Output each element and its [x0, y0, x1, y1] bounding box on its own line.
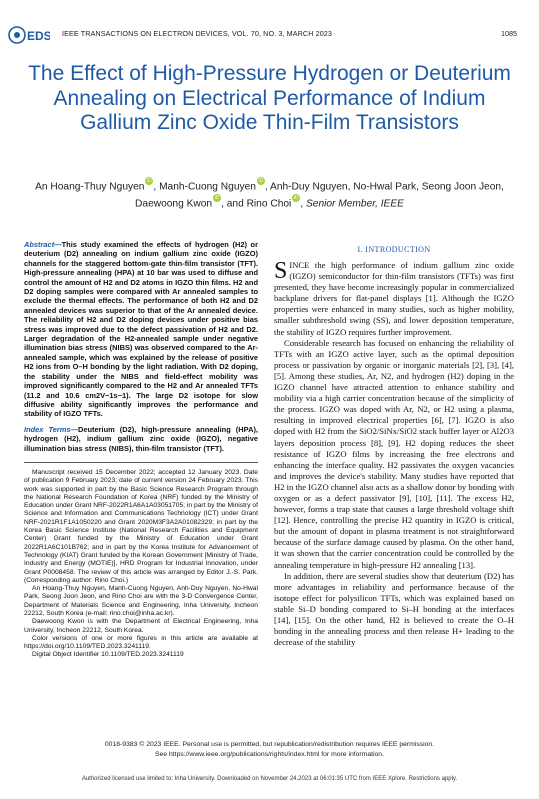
intro-paragraph-1: SINCE the high performance of indium gallium zinc oxide (IGZO) semiconductor for thin-film transistors (TFTs) was first presented, they have become increasingly popular in commercialized backplane drivers for flat-panel displays [1]. Although the IGZO properties were enhanced in many studies, such as higher mobility, smaller subthreshold swing (SS), and lower deposition temperature, the stability of IGZO requires further improvement. — [274, 258, 514, 337]
eds-logo-icon — [8, 25, 50, 45]
index-terms-text: Deuterium (D2), high-pressure annealing (HPA), hydrogen (H2), indium gallium zinc oxide (IGZO), negative illumination bias stress (NIBS), thin-film transistor (TFT). — [24, 424, 258, 453]
orcid-icon[interactable] — [145, 177, 153, 185]
section-heading-introduction: I. INTRODUCTION — [357, 245, 431, 254]
copyright-notice — [30, 740, 509, 760]
paper-title: The Effect of High-Pressure Hydrogen or Deuterium Annealing on Electrical Performance of Indium Gallium Zinc Oxide Thin-Film Transistors — [28, 62, 511, 134]
right-column — [274, 245, 514, 648]
abstract-lead: Abstract — [24, 240, 55, 249]
orcid-icon[interactable] — [292, 194, 300, 202]
eds-logo — [8, 25, 50, 45]
footnotes — [24, 469, 258, 660]
introduction-body — [274, 260, 514, 648]
copyright-line-1: 0018-9383 © 2023 IEEE. Personal use is permitted, but republication/redistribution requires IEEE permission. — [104, 741, 435, 748]
index-terms: Index Terms—Deuterium (D2), high-pressure annealing (HPA), hydrogen (H2), indium gallium zinc oxide (IGZO), negative illumination bias stress (NIBS), thin-film transistor (TFT). — [24, 424, 258, 453]
abstract-text: This study examined the effects of hydrogen (H2) or deuterium (D2) annealing on indium gallium zinc oxide (IGZO) channels for the staggered bottom-gate thin-film transistor (TFT). High-pressure annealing (HPA) at 10 bar was used to diffuse and control the amount of H2 and D2 atoms in IGZO thin films. H2 and D2 doping samples were compared with Ar annealed samples to exclude the thermal effects. The performance of both H2 and D2 annealed devices was superior to that of the Ar annealed device. The reliability of H2 and D2 doping devices under positive bias stress was improved due to the defect passivation of H2 and D2. Larger degradation of the H2-annealed sample under negative illumination bias stress (NIBS) was observed compared to the Ar-annealed sample, which was explained by the release of positive H2 ions from O–H bonding by the light radiation. With D2 doping, the stability under the NIBS and field-effect mobility was improved significantly compared to the H2 and Ar annealed TFTs (11.2 and 10.6 cm2V−1s−1). The large D2 isotope for slow diffusive ability significantly improves the performance and stability of IGZO TFTs. — [24, 240, 258, 419]
journal-header: IEEE TRANSACTIONS ON ELECTRON DEVICES, VOL. 70, NO. 3, MARCH 2023 — [62, 29, 332, 38]
logo-text: EDS — [27, 29, 50, 43]
copyright-line-2[interactable]: See https://www.ieee.org/publications/rights/index.html for more information. — [155, 751, 384, 758]
left-column — [24, 240, 258, 660]
abstract: Abstract—This study examined the effects of hydrogen (H2) or deuterium (D2) annealing on indium gallium zinc oxide (IGZO) channels for the staggered bottom-gate thin-film transistor (TFT). High-pressure annealing (HPA) at 10 bar was used to diffuse and control the amount of H2 and D2 atoms in IGZO thin films. H2 and D2 doping samples were compared with Ar annealed samples to exclude the thermal effects. The performance of both H2 and D2 annealed devices was superior to that of the Ar annealed device. The reliability of H2 and D2 doping devices under positive bias stress was improved due to the defect passivation of H2 and D2. Larger degradation of the H2-annealed sample under negative illumination bias stress (NIBS) was observed compared to the Ar-annealed sample, which was explained by the release of positive H2 ions from O–H bonding by the light radiation. With D2 doping, the stability under the NIBS and field-effect mobility was improved significantly compared to the H2 and Ar annealed TFTs (11.2 and 10.6 cm2V−1s−1). The large D2 isotope for slow diffusive ability significantly improves the performance and stability of IGZO TFTs. — [24, 240, 258, 419]
footnote-divider — [24, 462, 258, 463]
author-line-1: An Hoang-Thuy NguyeniD , Manh-Cuong NguyeniD , Anh-Duy Nguyen, No-Hwal Park, Seong Joon Jeon, — [30, 177, 509, 194]
authorized-use-notice: Authorized licensed use limited to: Inha University. Downloaded on November 24,2023 at 06:01:35 UTC from IEEE Xplore. Restrictions apply. — [81, 776, 458, 782]
footnote-affiliation-kwon: Daewoong Kwon is with the Department of Electrical Engineering, Inha University, Incheon 22212, South Korea. — [24, 618, 258, 634]
author-line-2: Daewoong KwoniD , and Rino ChoiiD , Senior Member, IEEE — [30, 194, 509, 211]
footnote-affiliation: An Hoang-Thuy Nguyen, Manh-Cuong Nguyen, Anh-Duy Nguyen, No-Hwal Park, Seong Joon Jeon, and Rino Choi are with the 3-D Convergence Center, Department of Materials Science and Engineering, Inha University, Incheon 22212, South Korea (e-mail: rino.choi@inha.ac.kr). — [24, 585, 258, 617]
drop-cap: S — [274, 258, 288, 284]
page-number: 1085 — [501, 29, 517, 38]
intro-paragraph-3: In addition, there are several studies show that deuterium (D2) has more advantages in reliability and performance because of the isotope effect for polysilicon TFTs, which was explained based on stable Si–D bonding compared to Si–H bonding at the interfaces [14], [15]. On the other hand, H2 is believed to create the O–H bonding in the annealing process and then release H+ leading to the decrease of the stability — [274, 570, 514, 648]
footnote-doi: Digital Object Identifier 10.1109/TED.2023.3241119 — [32, 651, 184, 659]
footnote-color-link[interactable]: Color versions of one or more figures in this article are available at https://doi.org/10.1109/TED.2023.3241119. — [24, 634, 258, 651]
author-list — [30, 177, 509, 212]
orcid-icon[interactable] — [213, 194, 221, 202]
footnote-manuscript: Manuscript received 15 December 2022; accepted 12 January 2023. Date of publication 9 February 2023; date of current version 24 February 2023. This work was supported in part by the Basic Science Research Program through the National Research Foundation of Korea (NRF) funded by the Ministry of Education under Grant NRF-2022R1A6A1A03051705; in part by the Ministry of Science and Information and Communications Technology (ICT) under Grant NRF-2021R1F1A1050220 and Grant 2020M3F3A2A01082329; in part by the Korea Basic Science Institute (National Research Facilities and Equipment Center) Grant funded by the Ministry of Education under Grant 2022R1A6C101B762; and in part by the Korea Institute for Advancement of Technology (KIAT) Grant funded by the Korean Government [Ministry of Trade, Industry and Energy (MOTIE)], HRD Program for Industrial Innovation, under Grant P0008458. The review of this article was arranged by Editor J.-S. Park. (Corresponding author: Rino Choi.) — [24, 468, 258, 584]
index-terms-lead: Index Terms — [24, 424, 71, 434]
orcid-icon[interactable] — [257, 177, 265, 185]
intro-paragraph-2: Considerable research has focused on enhancing the reliability of TFTs with an IGZO active layer, such as the optimal deposition process or passivation by organic or inorganic materials [2], [3], [4], [5]. Among these studies, Ar, N2, and hydrogen (H2) doping in the IGZO channel have attracted attention to enhance stability and mobility via a high carrier concentration because of the simplicity of the process. IGZO was doped with Ar, N2, or H2 using a plasma, resulting in improved electrical properties [6], [7]. IGZO is also doped with H2 from the SiO2/SiNx/SiO2 stack buffer layer or Al2O3 layers deposition process [8], [9]. H2 doping reduces the sheet resistance of IGZO films by increasing the free electrons and enhancing the interface quality. H2 passivates the oxygen vacancies and improves the device's stability. Many studies have reported that H2 in the IGZO channel also acts as a shallow donor by bonding with oxygen or as a defect passivator [9], [10], [11]. The excess H2, however, forms a trap state that causes a large threshold voltage shift [12]. Hence, controlling the precise H2 quantity in IGZO is critical, but the amount of dopant in plasma treatment is not straightforward because of the surface damage caused by plasma. On the other hand, it was shown that the carrier concentration could be controlled by the annealing temperature in high-pressure H2 annealing [13]. — [274, 337, 514, 570]
